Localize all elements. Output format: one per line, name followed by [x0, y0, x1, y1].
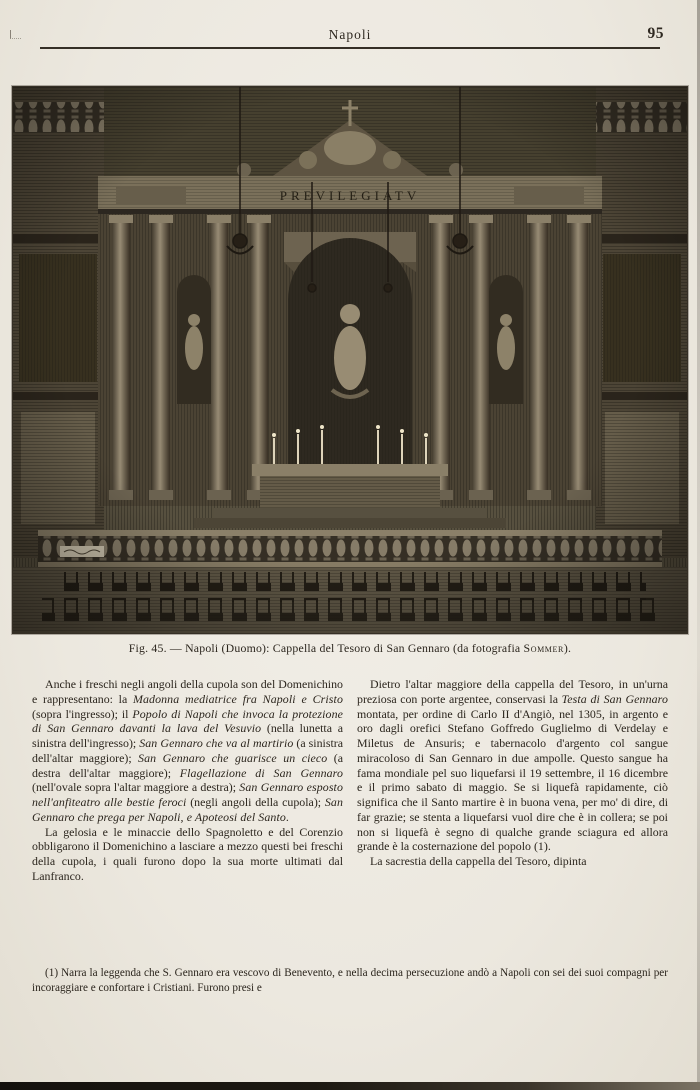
chapel-engraving-image	[12, 86, 688, 634]
paragraph: Dietro l'altar maggiore della cappella del Tesoro, in un'urna preziosa con porte argentee, conservasi la Testa di San Gennaro montata, per ordine di Carlo II d'Angiò, nel 1305, in argento e oro dagli orefici Stefano Goffredo Guglielmo di Verdelay e Miletus de Ansuris; e tabernacolo d'argento col sangue miracoloso di San Gennaro in due ampolle. Questo sangue ha fama mondiale pel suo liquefarsi il 19 settembre, il 16 dicembre e il primo sabato di maggio. Se si liquefà rapidamente, ciò significa che il Santo martire è in buona vena, per mo' di dire, di far grazie; se stenta a liquefarsi vuol dire che è in collera; se poi non si liquefà è segno di qualche grande sciagura ed allora grande è la costernazione del popolo (1).	[357, 677, 668, 854]
figure-engraving	[12, 86, 688, 634]
header-rule	[40, 47, 660, 49]
figure-caption-text: Fig. 45. — Napoli (Duomo): Cappella del Tesoro di San Gennaro (da fotografia	[128, 641, 524, 655]
figure-caption-end: ).	[563, 641, 572, 655]
scan-bottom-edge	[0, 1082, 700, 1090]
body-text	[32, 677, 668, 884]
paragraph: La sacrestia della cappella del Tesoro, dipinta	[370, 854, 587, 868]
body-column-left	[32, 677, 343, 884]
paragraph: Anche i freschi negli angoli della cupola son del Domenichino e rappresentano: la Madonna mediatrice fra Napoli e Cristo (sopra l'ingresso); il Popolo di Napoli che invoca la protezione di San Gennaro davanti la lava del Vesuvio (nella lunetta a sinistra dell'ingresso); San Gennaro che va al martirio (a sinistra dell'altar maggiore); San Gennaro che guarisce un cieco (a destra dell'altar maggiore); Flagellazione di San Gennaro (nell'ovale sopra l'altar maggiore a destra); San Gennaro esposto nell'anfiteatro alle bestie feroci (negli angoli della cupola); San Gennaro che prega per Napoli, e Apoteosi del Santo.	[32, 677, 343, 824]
footnote: (1) Narra la leggenda che S. Gennaro era vescovo di Benevento, e nella decima persecuzione andò a Napoli con sei dei suoi compagni per incoraggiare e confortare i Cristiani. Furono presi e	[32, 967, 668, 994]
figure-caption-photographer: Sommer	[523, 641, 564, 655]
figure-caption	[0, 641, 700, 656]
paragraph: La gelosia e le minaccie dello Spagnoletto e del Corenzio obbligarono il Domenichino a lasciare a mezzo questi bei freschi della cupola, i quali furono dopo la sua morte ultimati dal Lanfranco.	[32, 824, 343, 883]
body-column-right	[357, 677, 668, 884]
page-number: 95	[647, 25, 664, 42]
running-head-title: Napoli	[328, 27, 372, 42]
